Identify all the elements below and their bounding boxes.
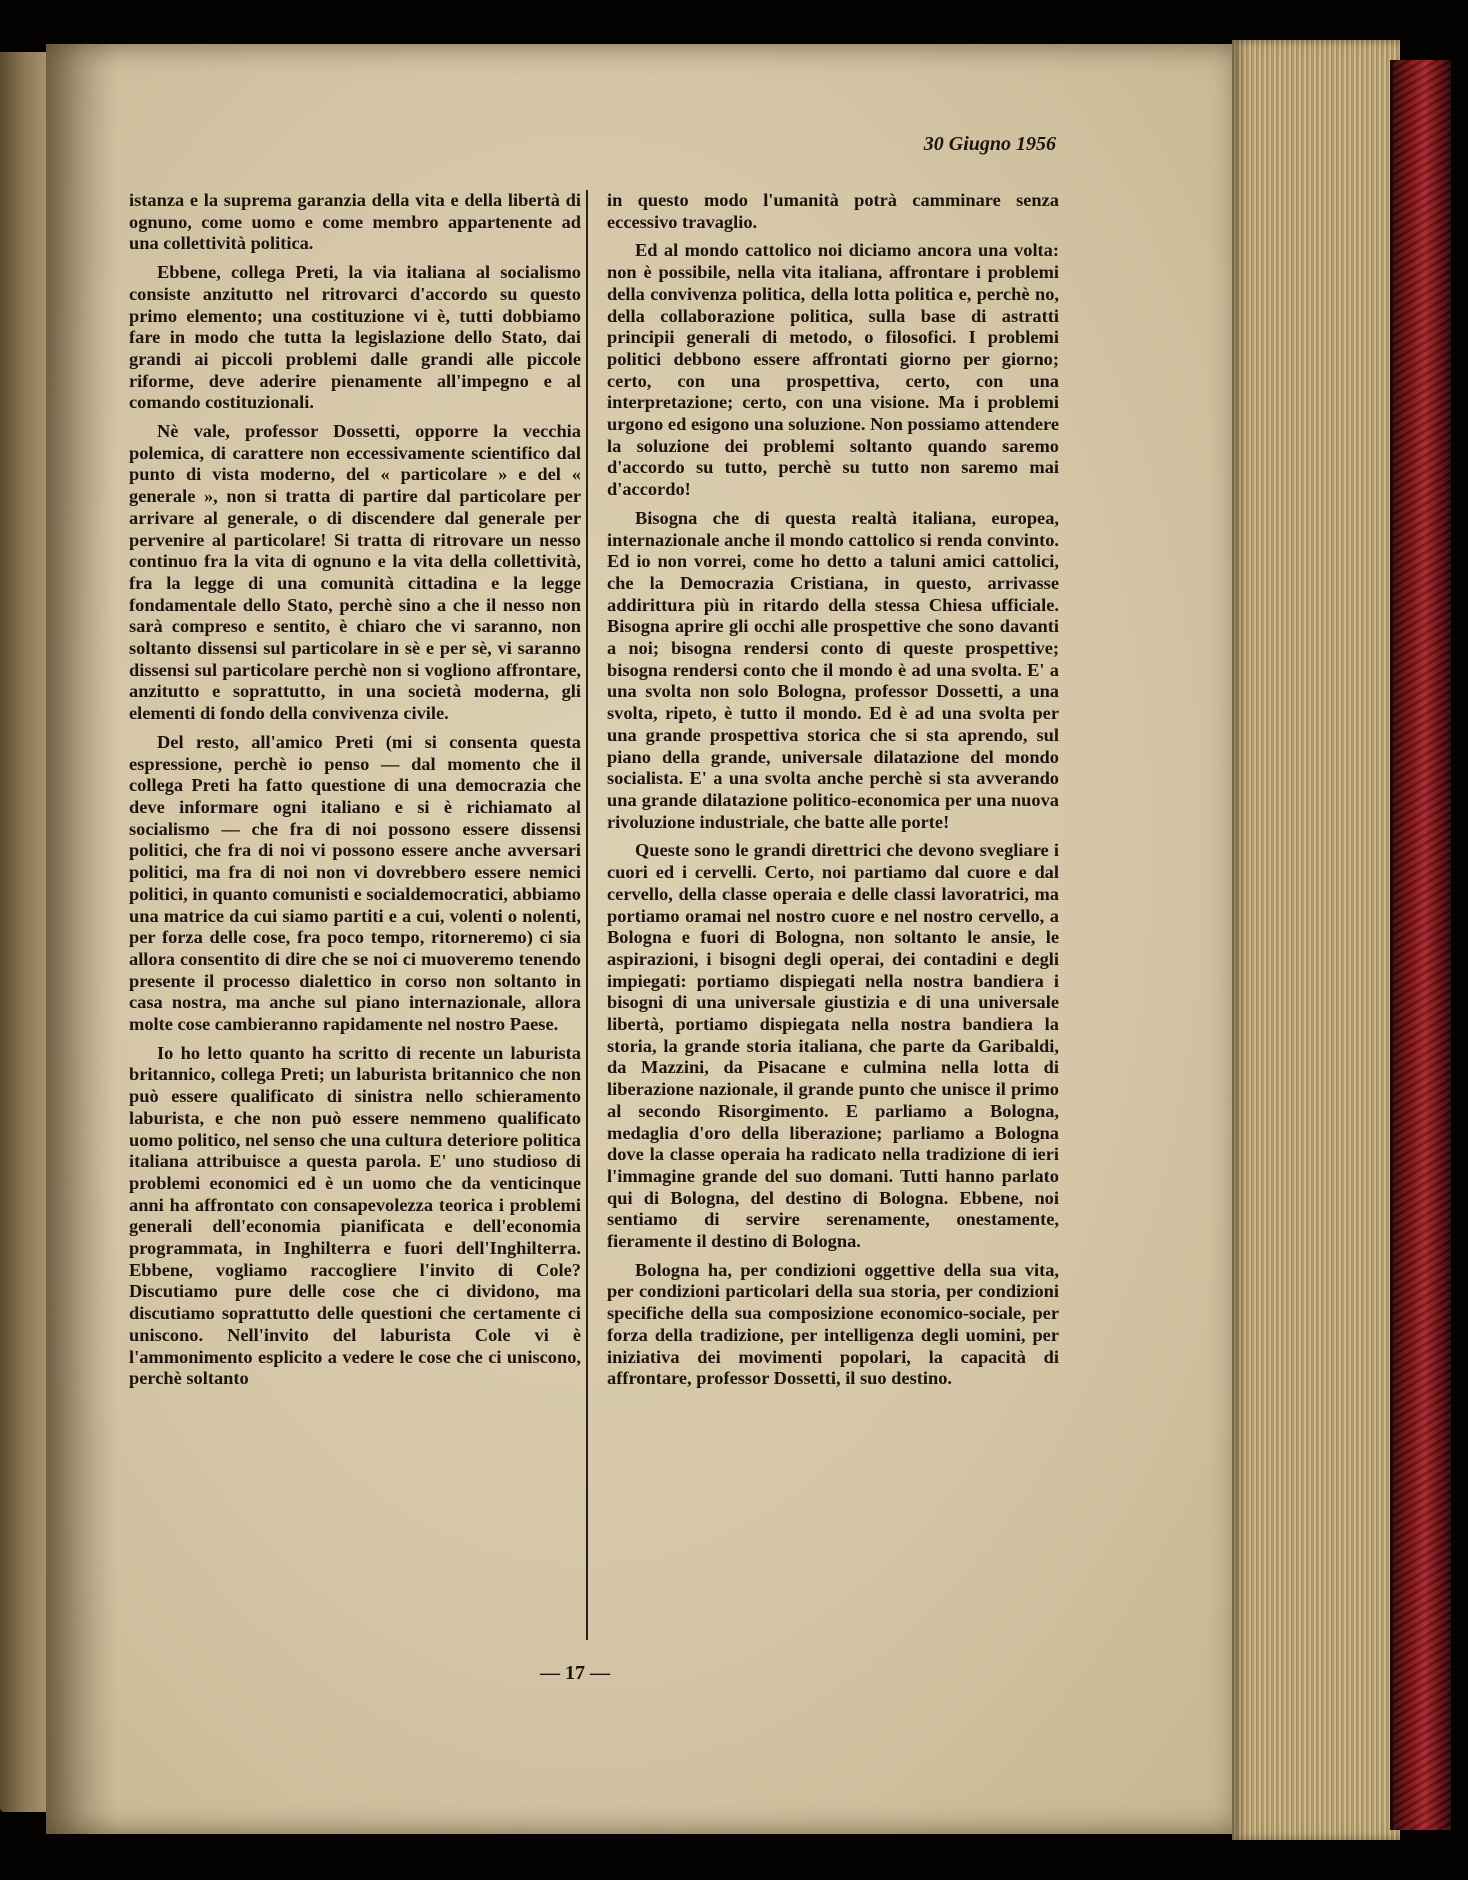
- column-divider: [586, 190, 588, 1640]
- book-cover: [1390, 60, 1451, 1830]
- paragraph: istanza e la suprema garanzia della vita e della libertà di ognuno, come uomo e come membro appartenente ad una collettività politica.: [129, 190, 581, 254]
- paragraph: Bisogna che di questa realtà italiana, europea, internazionale anche il mondo cattolico si renda convinto. Ed io non vorrei, come ho detto a taluni amici cattolici, che la Democrazia Cristiana, in questo, arrivasse addirittura più in ritardo della stessa Chiesa ufficiale. Bisogna aprire gli occhi alle prospettive che sono davanti a noi; bisogna rendersi conto di queste prospettive; bisogna rendersi conto che il mondo è ad una svolta. E' a una svolta non solo Bologna, professor Dossetti, a una svolta, ripeto, è tutto il mondo. Ed è ad una svolta per una grande prospettiva storica che si sta aprendo, sul piano della grande, universale dilatazione del mondo socialista. E' a una svolta anche perchè si sta avverando una grande dilatazione politico-economica per una nuova rivoluzione industriale, che batte alle porte!: [607, 507, 1059, 832]
- paragraph: in questo modo l'umanità potrà camminare senza eccessivo travaglio.: [607, 190, 1059, 232]
- paragraph: Io ho letto quanto ha scritto di recente un laburista britannico, collega Preti; un laburista britannico che non può essere qualificato di sinistra nello schieramento laburista, e che non può essere nemmeno qualificato uomo politico, nel senso che una cultura deteriore politica italiana attribuisce a questa parola. E' uno studioso di problemi economici ed è un uomo che da venticinque anni ha affrontato con consapevolezza teorica i problemi generali dell'economia pianificata e dell'economia programmata, in Inghilterra e fuori dell'Inghilterra. Ebbene, vogliamo raccogliere l'invito di Cole? Discutiamo pure delle cose che ci dividono, ma discutiamo soprattutto delle questioni che certamente ci uniscono. Nell'invito del laburista Cole vi è l'ammonimento esplicito a vedere le cose che ci uniscono, perchè soltanto: [129, 1042, 581, 1389]
- paragraph: Nè vale, professor Dossetti, opporre la vecchia polemica, di carattere non eccessivamente scientifico dal punto di vista moderno, del « particolare » e del « generale », non si tratta di partire dal particolare per arrivare al generale, o di discendere dal generale per pervenire al particolare! Si tratta di ritrovare un nesso continuo fra la vita di ognuno e la vita della collettività, fra la legge di una comunità cittadina e la legge fondamentale dello Stato, perchè sino a che il nesso non sarà compreso e sentito, è chiaro che vi saranno, non soltanto dissensi sul particolare in sè e per sè, vi saranno dissensi sul particolare perchè non si vogliono affrontare, anzitutto e soprattutto, in una società moderna, gli elementi di fondo della convivenza civile.: [129, 421, 581, 724]
- paragraph: Bologna ha, per condizioni oggettive della sua vita, per condizioni particolari della sua storia, per condizioni specifiche della sua composizione economico-sociale, per forza della tradizione, per intelligenza degli uomini, per iniziativa dei movimenti popolari, la capacità di affrontare, professor Dossetti, il suo destino.: [607, 1259, 1059, 1389]
- paragraph: Ebbene, collega Preti, la via italiana al socialismo consiste anzitutto nel ritrovarci d'accordo su questo primo elemento; una costituzione vi è, tutti dobbiamo fare in modo che tutta la legislazione dello Stato, dai grandi ai piccoli problemi dalle grandi alle piccole riforme, deve aderire pienamente all'impegno e al comando costituzionali.: [129, 262, 581, 413]
- page-header-date: 30 Giugno 1956: [923, 133, 1056, 155]
- paragraph: Queste sono le grandi direttrici che devono svegliare i cuori ed i cervelli. Certo, noi partiamo dal cuore e dal cervello, della classe operaia e delle classi lavoratrici, ma portiamo oramai nel nostro cuore e nel nostro cervello, a Bologna e fuori di Bologna, non soltanto le ansie, le aspirazioni, i bisogni degli operai, dei contadini e degli impiegati: portiamo dispiegati nella nostra bandiera i bisogni di una universale giustizia e di una universale libertà, portiamo dispiegata nella nostra bandiera la storia, la grande storia italiana, che parte da Garibaldi, da Mazzini, da Pisacane e culmina nella lotta di liberazione nazionale, il grande punto che unisce il primo al secondo Risorgimento. E parliamo a Bologna, medaglia d'oro della liberazione; parliamo a Bologna dove la classe operaia ha radicato nella tradizione di ieri l'immagine grande del suo domani. Tutti hanno parlato qui di Bologna, del destino di Bologna. Ebbene, noi sentiamo di servire serenamente, onestamente, fieramente il destino di Bologna.: [607, 840, 1059, 1252]
- page-number: — 17 —: [540, 1662, 610, 1684]
- gutter-shadow: [46, 44, 116, 1834]
- left-page-edge: [0, 52, 46, 1812]
- right-text-column: [607, 190, 1059, 1397]
- left-text-column: [129, 190, 581, 1397]
- paragraph: Del resto, all'amico Preti (mi si consenta questa espressione, perchè io penso — dal momento che il collega Preti ha fatto questione di una democrazia che deve informare ogni italiano e si è richiamato al socialismo — che fra di noi possono essere dissensi politici, che fra di noi vi possono essere anche avversari politici, ma fra di noi non vi dovrebbero essere nemici politici, in quanto comunisti e socialdemocratici, abbiamo una matrice da cui siamo partiti e a cui, volenti o nolenti, per forza delle cose, fra poco tempo, ritorneremo) ci sia allora consentito di dire che se noi ci muoveremo tenendo presente il processo dialettico in corso non soltanto in casa nostra, ma anche sul piano internazionale, allora molte cose cambieranno rapidamente nel nostro Paese.: [129, 731, 581, 1035]
- paragraph: Ed al mondo cattolico noi diciamo ancora una volta: non è possibile, nella vita italiana, affrontare i problemi della convivenza politica, della lotta politica e, perchè no, della collaborazione politica, sulla base di astratti principii generali di metodo, o filosofici. I problemi politici debbono essere affrontati giorno per giorno; certo, con una prospettiva, certo, con una interpretazione; certo, con una visione. Ma i problemi urgono ed esigono una soluzione. Non possiamo attendere la soluzione dei problemi soltanto quando saremo d'accordo su tutto, perchè su tutto non saremo mai d'accordo!: [607, 240, 1059, 500]
- page-stack-edge: [1232, 40, 1400, 1840]
